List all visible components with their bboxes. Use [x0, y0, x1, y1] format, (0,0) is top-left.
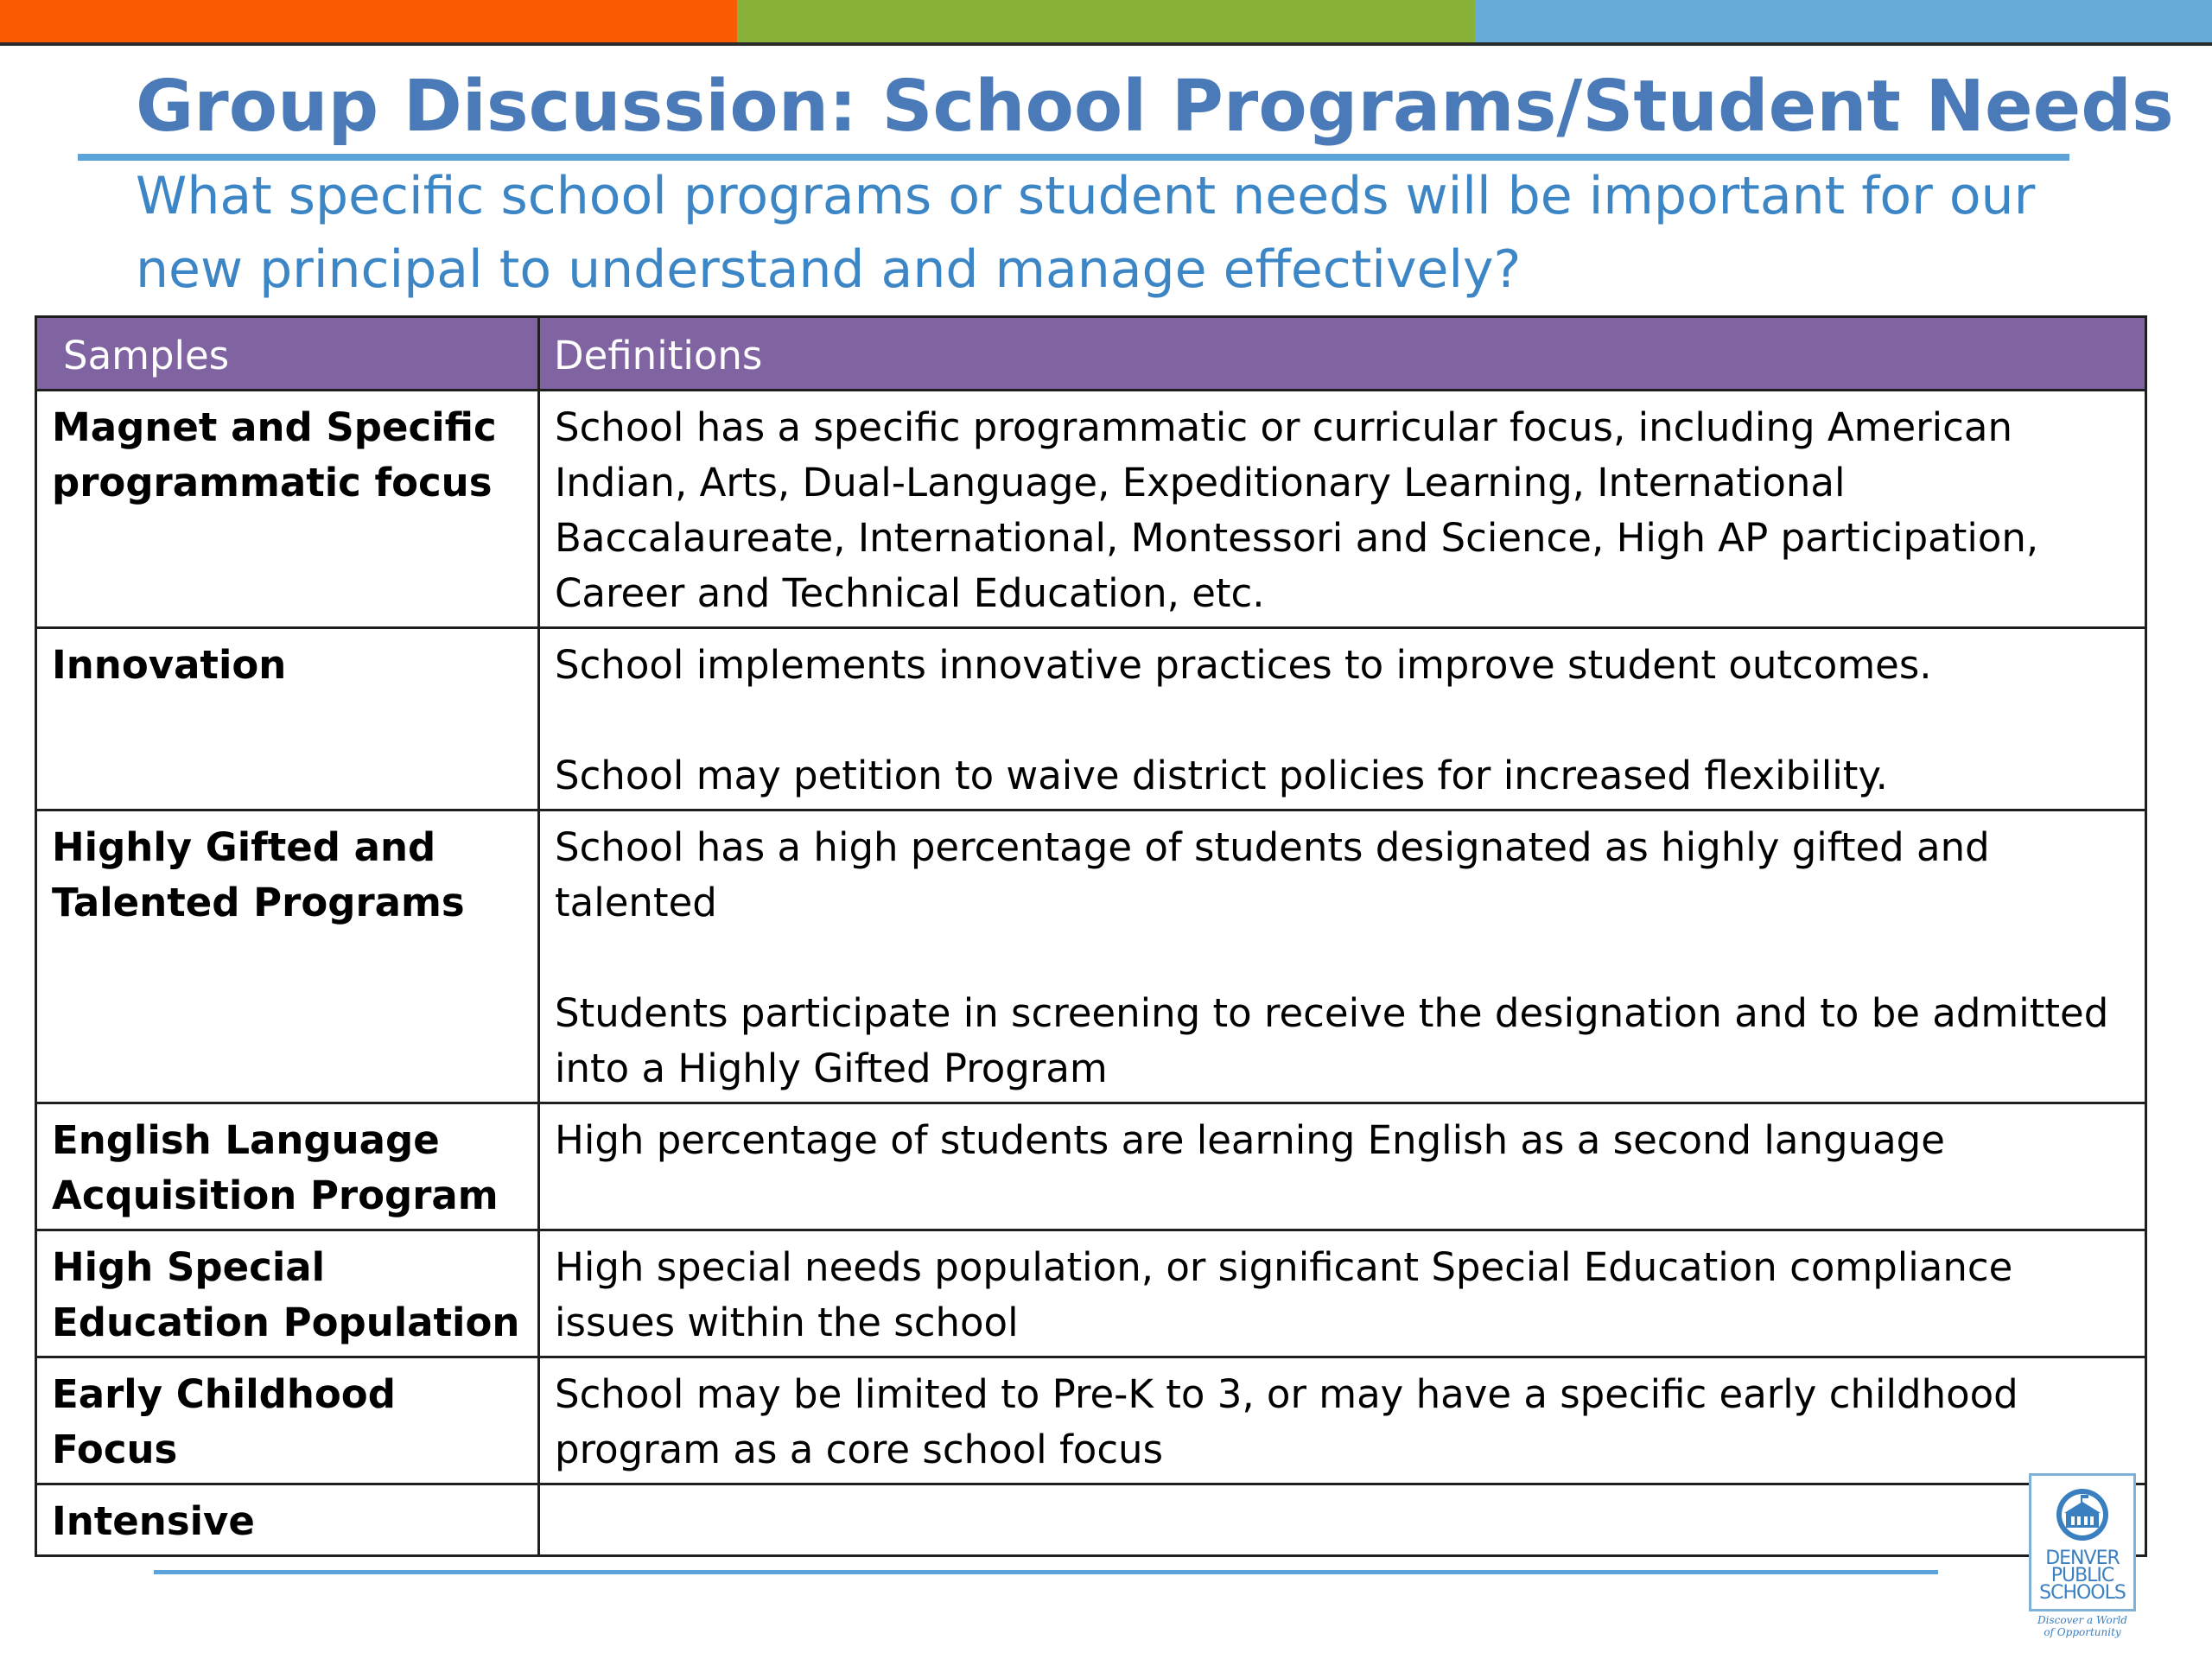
sample-cell: High Special Education Population [36, 1230, 539, 1357]
definition-paragraph: School may be limited to Pre-K to 3, or may have a specific early childhood program as a core school focus [555, 1371, 2018, 1472]
definition-paragraph: High percentage of students are learning English as a second language [555, 1117, 1945, 1163]
paragraph-gap [555, 693, 2131, 748]
sample-cell: Early Childhood Focus [36, 1357, 539, 1484]
definition-paragraph: Students participate in screening to receive the designation and to be admitted into a Highly Gifted Program [555, 990, 2109, 1091]
header-definitions: Definitions [539, 317, 2146, 391]
sample-cell: Highly Gifted and Talented Programs [36, 810, 539, 1103]
definition-cell [539, 810, 2146, 1103]
programs-table [35, 315, 2147, 1557]
school-emblem-icon [2054, 1486, 2111, 1543]
table-row [36, 1103, 2146, 1230]
top-bar-shadow [0, 42, 2212, 46]
table-row [36, 1230, 2146, 1357]
definition-cell [539, 1357, 2146, 1484]
definition-paragraph: School may petition to waive district policies for increased flexibility. [555, 753, 1888, 798]
logo-line-1: DENVER [2045, 1548, 2120, 1569]
definition-paragraph: High special needs population, or significant Special Education compliance issues within the school [555, 1244, 2013, 1345]
logo-tagline-line-2: of Opportunity [2044, 1626, 2121, 1638]
top-bar-green [737, 0, 1474, 42]
header-samples: Samples [36, 317, 539, 391]
dps-logo [2029, 1473, 2136, 1611]
slide-title: Group Discussion: School Programs/Student Needs [136, 66, 2174, 148]
table-row [36, 810, 2146, 1103]
table-row [36, 391, 2146, 628]
table-header-row [36, 317, 2146, 391]
footer-rule [154, 1570, 1938, 1574]
definition-cell [539, 1103, 2146, 1230]
sample-cell: Innovation [36, 628, 539, 810]
sample-cell: Intensive [36, 1484, 539, 1556]
logo-tagline-line-1: Discover a World [2037, 1614, 2127, 1626]
table-body [36, 391, 2146, 1556]
slide-subtitle: What specific school programs or student needs will be important for our new principal to understand and manage effectively? [136, 166, 2036, 300]
logo-line-3: SCHOOLS [2039, 1582, 2126, 1604]
definition-cell [539, 1230, 2146, 1357]
top-bar-orange [0, 0, 737, 42]
table-row [36, 628, 2146, 810]
table-row [36, 1484, 2146, 1556]
definition-cell [539, 628, 2146, 810]
definition-paragraph: School has a high percentage of students designated as highly gifted and talented [555, 824, 1990, 925]
sample-cell: Magnet and Specific programmatic focus [36, 391, 539, 628]
top-color-bar [0, 0, 2212, 42]
logo-tagline [2022, 1614, 2143, 1638]
logo-wordmark [2031, 1550, 2133, 1602]
logo-line-2: PUBLIC [2050, 1565, 2114, 1586]
table-row [36, 1357, 2146, 1484]
definition-paragraph: School implements innovative practices to improve student outcomes. [555, 642, 1932, 688]
definition-cell [539, 1484, 2146, 1556]
top-bar-blue [1475, 0, 2212, 42]
sample-cell: English Language Acquisition Program [36, 1103, 539, 1230]
definition-paragraph: School has a specific programmatic or curricular focus, including American Indian, Arts, Dual-Language, Expeditionary Learning, International Baccalaureate, International, Montessori and Science, High AP participation, Career and Technical Education, etc. [555, 404, 2039, 616]
paragraph-gap [555, 931, 2131, 986]
definition-cell [539, 391, 2146, 628]
